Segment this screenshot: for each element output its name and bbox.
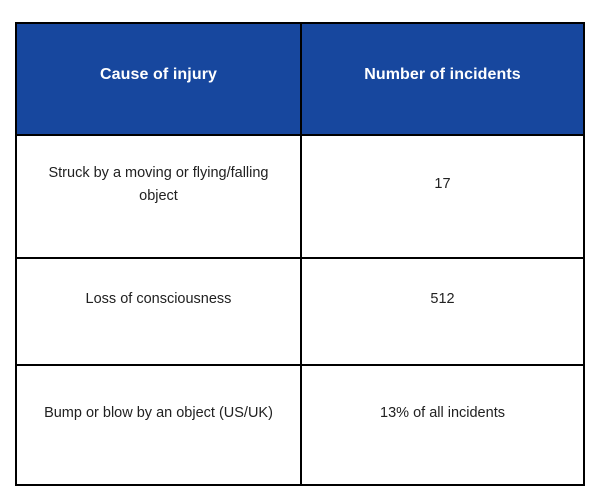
cell-number (301, 365, 584, 485)
cell-number-text: 17 (434, 176, 451, 193)
column-header-cause-of-injury (16, 23, 301, 135)
table-header (16, 23, 584, 135)
cell-cause (16, 135, 301, 258)
cell-cause-text: Struck by a moving or flying/falling object (48, 165, 269, 204)
column-header-number-of-incidents-label: Number of incidents (364, 66, 521, 83)
table-row (16, 258, 584, 365)
column-header-cause-of-injury-label: Cause of injury (99, 66, 218, 83)
cell-number (301, 135, 584, 258)
cell-cause-text: Loss of consciousness (85, 291, 232, 308)
cell-number-text: 512 (430, 291, 455, 308)
header-row (16, 23, 584, 135)
injury-incidents-table (15, 22, 585, 486)
cell-cause (16, 365, 301, 485)
cell-number (301, 258, 584, 365)
column-header-number-of-incidents (301, 23, 584, 135)
table-row (16, 135, 584, 258)
table-row (16, 365, 584, 485)
table-body (16, 135, 584, 485)
cell-cause-text: Bump or blow by an object (US/UK) (44, 404, 273, 421)
cell-number-text: 13% of all incidents (380, 404, 505, 421)
cell-cause (16, 258, 301, 365)
